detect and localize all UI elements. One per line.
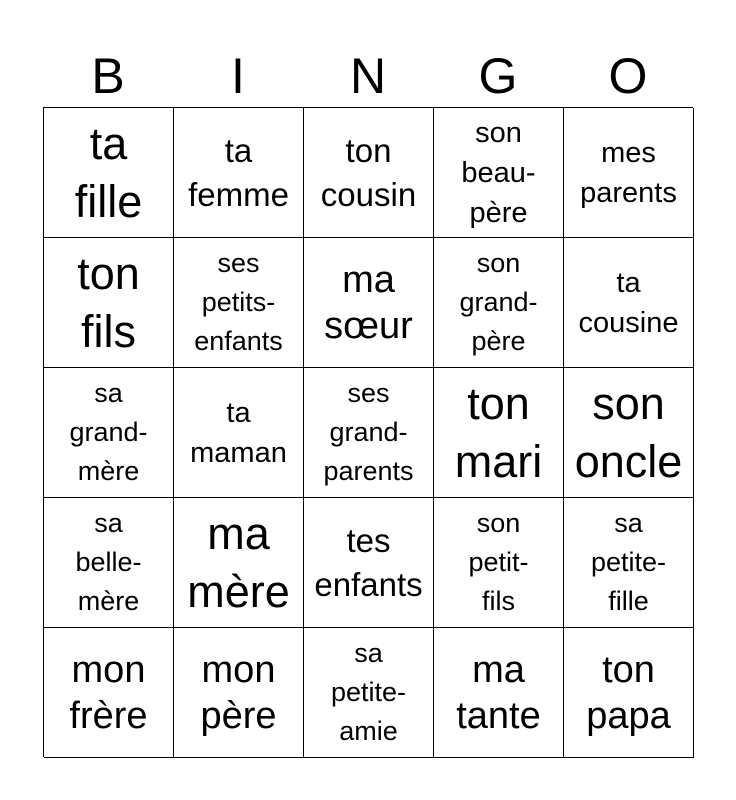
bingo-cell[interactable] [44, 628, 174, 758]
cell-text: mon père [200, 648, 277, 737]
cell-text: son beau- père [461, 116, 536, 229]
cell-text: tes enfants [314, 521, 423, 603]
cell-text: ses grand- parents [323, 378, 414, 486]
header-letter-n: N [349, 48, 387, 104]
cell-text: ta femme [188, 131, 289, 213]
bingo-cell[interactable] [174, 498, 304, 628]
bingo-cell[interactable] [304, 238, 434, 368]
bingo-cell[interactable] [434, 108, 564, 238]
bingo-cell[interactable] [44, 238, 174, 368]
bingo-cell[interactable] [564, 368, 694, 498]
cell-text: ta maman [190, 396, 287, 469]
cell-text: sa belle- mère [75, 508, 142, 616]
cell-text: ma mère [187, 507, 290, 617]
cell-text: mes parents [580, 136, 677, 209]
header-letter-g: G [478, 48, 518, 104]
bingo-cell[interactable] [174, 238, 304, 368]
bingo-cell[interactable] [44, 368, 174, 498]
bingo-cell[interactable] [564, 498, 694, 628]
cell-text: son oncle [574, 377, 683, 487]
bingo-cell[interactable] [564, 108, 694, 238]
bingo-cell[interactable] [434, 368, 564, 498]
cell-text: ta cousine [578, 266, 679, 339]
bingo-cell[interactable] [304, 368, 434, 498]
bingo-cell[interactable] [564, 238, 694, 368]
bingo-cell[interactable] [304, 628, 434, 758]
bingo-cell[interactable] [434, 238, 564, 368]
bingo-cell[interactable] [174, 108, 304, 238]
bingo-cell[interactable] [304, 108, 434, 238]
bingo-cell[interactable] [564, 628, 694, 758]
bingo-header [43, 44, 693, 108]
cell-text: ma sœur [324, 258, 413, 347]
cell-text: ta fille [74, 117, 143, 227]
header-letter-b: B [91, 48, 125, 104]
cell-text: sa petite- amie [330, 638, 407, 746]
bingo-cell[interactable] [44, 108, 174, 238]
header-letter-i: I [231, 48, 245, 104]
bingo-cell[interactable] [434, 498, 564, 628]
cell-text: ses petits- enfants [194, 248, 283, 356]
cell-text: son petit- fils [468, 508, 529, 616]
cell-text: ton mari [454, 377, 543, 487]
cell-text: mon frère [69, 648, 148, 737]
cell-text: ton cousin [320, 131, 417, 213]
cell-text: ma tante [456, 648, 541, 737]
header-letter-o: O [608, 48, 648, 104]
bingo-cell[interactable] [434, 628, 564, 758]
bingo-cell[interactable] [44, 498, 174, 628]
bingo-card-grid [43, 107, 693, 757]
bingo-cell[interactable] [174, 628, 304, 758]
cell-text: ton papa [586, 648, 671, 737]
cell-text: sa grand- mère [69, 378, 148, 486]
cell-text: ton fils [77, 247, 140, 357]
cell-text: son grand- père [459, 248, 538, 356]
cell-text: sa petite- fille [590, 508, 667, 616]
bingo-cell[interactable] [304, 498, 434, 628]
bingo-cell[interactable] [174, 368, 304, 498]
